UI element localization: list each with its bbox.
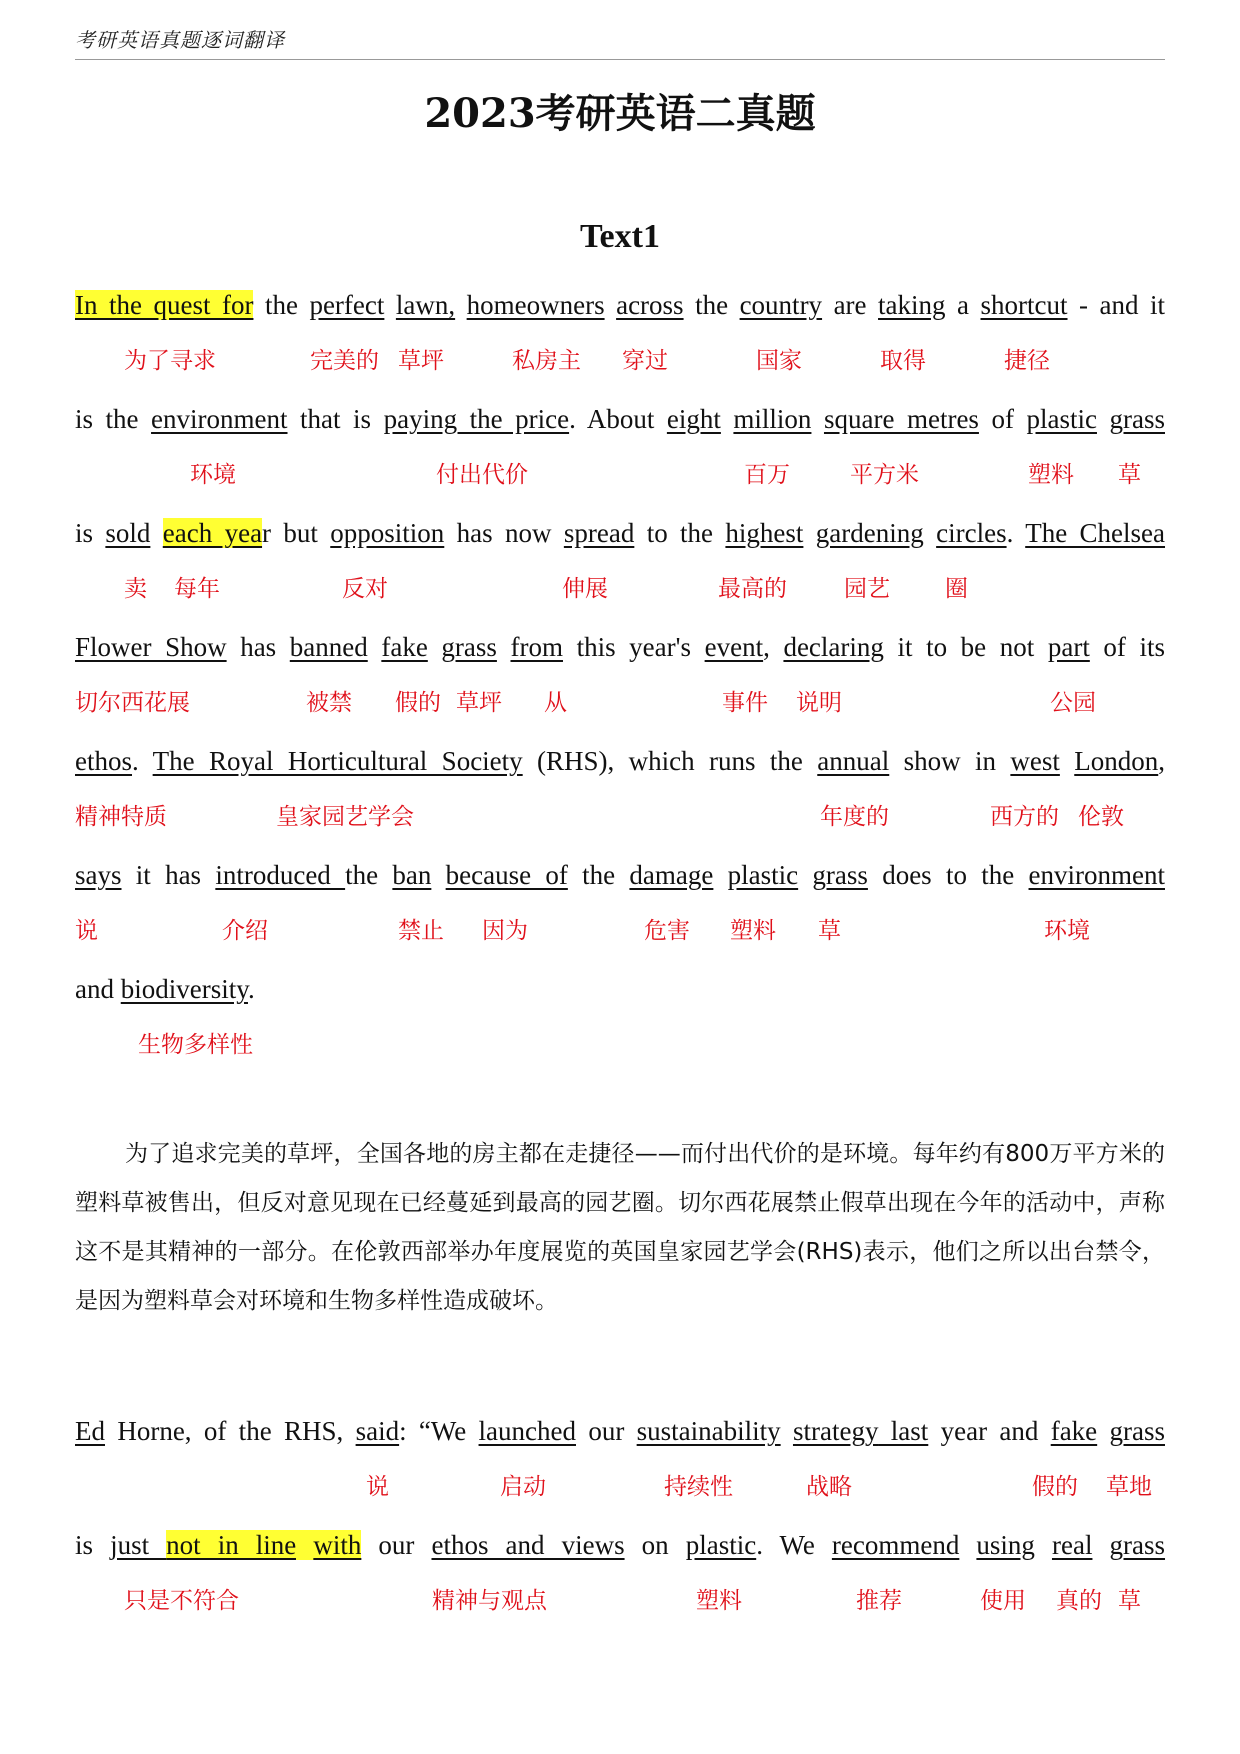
word: annual bbox=[817, 746, 890, 776]
text-line-5 bbox=[75, 741, 1165, 781]
gloss: 战略 bbox=[806, 1474, 852, 1500]
word: plastic bbox=[685, 1530, 757, 1560]
text: is bbox=[75, 518, 106, 548]
phrase: paying the price bbox=[383, 404, 570, 434]
text: our bbox=[361, 1530, 432, 1560]
text: the bbox=[567, 860, 630, 890]
text-line-7 bbox=[75, 969, 1165, 1009]
word: Ed bbox=[75, 1416, 105, 1446]
word: strategy bbox=[792, 1416, 879, 1446]
page-title: 2023考研英语二真题 bbox=[424, 90, 816, 137]
gloss: 草 bbox=[1118, 462, 1141, 488]
word: biodiversity bbox=[120, 974, 248, 1004]
text: of its bbox=[1089, 632, 1166, 662]
gloss: 启动 bbox=[500, 1474, 546, 1500]
text: the bbox=[253, 290, 310, 320]
gloss: 塑料 bbox=[1028, 462, 1074, 488]
text: show in bbox=[889, 746, 1011, 776]
phrase: square metres bbox=[823, 404, 979, 434]
text bbox=[713, 860, 727, 890]
word: sustainability bbox=[636, 1416, 781, 1446]
header-text: 考研英语真题逐词翻译 bbox=[75, 28, 285, 52]
gloss: 完美的 bbox=[310, 348, 379, 374]
text bbox=[431, 860, 445, 890]
phrase: The Royal Horticultural Society bbox=[152, 746, 523, 776]
text: . bbox=[247, 974, 255, 1004]
gloss: 平方米 bbox=[850, 462, 919, 488]
gloss: 环境 bbox=[190, 462, 236, 488]
phrase: In the quest for bbox=[75, 290, 254, 320]
gloss: 伸展 bbox=[562, 576, 608, 602]
text bbox=[803, 518, 815, 548]
gloss: 介绍 bbox=[222, 918, 268, 944]
gloss: 草坪 bbox=[456, 690, 502, 716]
text bbox=[721, 404, 734, 434]
text: is the bbox=[75, 404, 152, 434]
word: opposition bbox=[330, 518, 445, 548]
gloss: 穿过 bbox=[622, 348, 668, 374]
gloss: 草地 bbox=[1106, 1474, 1152, 1500]
word: lawn, bbox=[395, 290, 456, 320]
gloss: 禁止 bbox=[398, 918, 444, 944]
word: launched bbox=[478, 1416, 576, 1446]
text: the bbox=[345, 860, 393, 890]
text: . We bbox=[756, 1530, 832, 1560]
text bbox=[150, 518, 162, 548]
word: spread bbox=[563, 518, 635, 548]
text bbox=[497, 632, 511, 662]
gloss: 反对 bbox=[342, 576, 388, 602]
gloss: 说 bbox=[366, 1474, 389, 1500]
word: million bbox=[733, 404, 812, 434]
word: damage bbox=[629, 860, 714, 890]
gloss: 从 bbox=[544, 690, 567, 716]
word: from bbox=[510, 632, 563, 662]
gloss: 使用 bbox=[980, 1588, 1026, 1614]
text bbox=[1092, 1530, 1109, 1560]
phrase: The Chelsea bbox=[1025, 518, 1166, 548]
text-line-3 bbox=[75, 513, 1165, 553]
word: plastic bbox=[1026, 404, 1097, 434]
gloss: 百万 bbox=[744, 462, 790, 488]
gloss: 为了寻求 bbox=[124, 348, 216, 374]
text: has now bbox=[444, 518, 564, 548]
text: this year's bbox=[562, 632, 705, 662]
gloss: 切尔西花展 bbox=[75, 690, 190, 716]
text bbox=[811, 404, 824, 434]
text: the bbox=[683, 290, 740, 320]
word: perfect bbox=[309, 290, 385, 320]
gloss: 真的 bbox=[1056, 1588, 1102, 1614]
gloss: 推荐 bbox=[856, 1588, 902, 1614]
text: : “We bbox=[399, 1416, 479, 1446]
text: . About bbox=[569, 404, 667, 434]
gloss: 被禁 bbox=[306, 690, 352, 716]
word: says bbox=[75, 860, 122, 890]
text bbox=[1097, 404, 1110, 434]
text-line-1 bbox=[75, 285, 1165, 325]
text-line-2 bbox=[75, 399, 1165, 439]
gloss: 事件 bbox=[722, 690, 768, 716]
text: that is bbox=[287, 404, 384, 434]
word: just bbox=[110, 1530, 167, 1560]
text-line-8 bbox=[75, 1411, 1165, 1451]
word: fake bbox=[1050, 1416, 1098, 1446]
gloss: 草坪 bbox=[398, 348, 444, 374]
text: to the bbox=[634, 518, 726, 548]
gloss: 危害 bbox=[644, 918, 690, 944]
text: it to be not bbox=[883, 632, 1048, 662]
gloss: 最高的 bbox=[718, 576, 787, 602]
gloss: 草 bbox=[818, 918, 841, 944]
text: a bbox=[945, 290, 981, 320]
text bbox=[296, 1530, 313, 1560]
text bbox=[924, 518, 936, 548]
word: circles bbox=[936, 518, 1007, 548]
gloss: 圈 bbox=[945, 576, 968, 602]
text: of bbox=[978, 404, 1027, 434]
word: taking bbox=[878, 290, 946, 320]
word: west bbox=[1010, 746, 1060, 776]
text: , bbox=[763, 632, 784, 662]
text bbox=[455, 290, 467, 320]
text: Horne, of the RHS, bbox=[105, 1416, 356, 1446]
word: grass bbox=[812, 860, 868, 890]
text: and bbox=[75, 974, 121, 1004]
text-line-9 bbox=[75, 1525, 1165, 1565]
gloss: 塑料 bbox=[730, 918, 776, 944]
word: plastic bbox=[727, 860, 799, 890]
word: grass bbox=[1109, 1416, 1165, 1446]
text bbox=[781, 1416, 793, 1446]
word: grass bbox=[441, 632, 497, 662]
text: it has bbox=[121, 860, 216, 890]
gloss: 生物多样性 bbox=[138, 1032, 253, 1058]
word: real bbox=[1051, 1530, 1093, 1560]
gloss: 草 bbox=[1118, 1588, 1141, 1614]
word: homeowners bbox=[466, 290, 605, 320]
text: are bbox=[822, 290, 879, 320]
text: r but bbox=[262, 518, 331, 548]
gloss: 取得 bbox=[880, 348, 926, 374]
gloss: 园艺 bbox=[844, 576, 890, 602]
gloss: 公园 bbox=[1050, 690, 1096, 716]
text: does to the bbox=[867, 860, 1029, 890]
word: fake bbox=[381, 632, 428, 662]
gloss: 西方的 bbox=[990, 804, 1059, 830]
word: London bbox=[1074, 746, 1159, 776]
text: (RHS), which runs the bbox=[522, 746, 818, 776]
text bbox=[1035, 1530, 1052, 1560]
word: gardening bbox=[815, 518, 924, 548]
gloss: 捷径 bbox=[1004, 348, 1050, 374]
word: declaring bbox=[783, 632, 884, 662]
word: across bbox=[616, 290, 684, 320]
page-header bbox=[75, 24, 1165, 60]
word: event bbox=[704, 632, 764, 662]
text bbox=[959, 1530, 976, 1560]
translation-paragraph: 为了追求完美的草坪，全国各地的房主都在走捷径——而付出代价的是环境。每年约有800万平方米的塑料草被售出，但反对意见现在已经蔓延到最高的园艺圈。切尔西花展禁止假草出现在今年的活动中，声称这不是其精神的一部分。在伦敦西部举办年度展览的英国皇家园艺学会(RHS)表示，他们之所以出台禁令，是因为塑料草会对环境和生物多样性造成破坏。 bbox=[75, 1141, 1165, 1314]
word: shortcut bbox=[980, 290, 1068, 320]
word: ethos bbox=[75, 746, 132, 776]
text bbox=[1060, 746, 1074, 776]
word: environment bbox=[151, 404, 288, 434]
text bbox=[605, 290, 617, 320]
text: , bbox=[1158, 746, 1165, 776]
word: eight bbox=[666, 404, 721, 434]
word: using bbox=[976, 1530, 1035, 1560]
gloss: 说 bbox=[75, 918, 98, 944]
word: said bbox=[355, 1416, 400, 1446]
text bbox=[384, 290, 396, 320]
word: grass bbox=[1109, 1530, 1166, 1560]
gloss: 只是不符合 bbox=[124, 1588, 239, 1614]
word: with bbox=[313, 1530, 362, 1560]
text: on bbox=[624, 1530, 686, 1560]
gloss: 因为 bbox=[482, 918, 528, 944]
phrase: because of bbox=[445, 860, 568, 890]
phrase: Flower Show bbox=[75, 632, 227, 662]
gloss: 持续性 bbox=[664, 1474, 733, 1500]
gloss: 私房主 bbox=[512, 348, 581, 374]
text bbox=[1097, 1416, 1109, 1446]
word: part bbox=[1047, 632, 1090, 662]
text: - and it bbox=[1067, 290, 1165, 320]
text: our bbox=[576, 1416, 637, 1446]
word: recommend bbox=[831, 1530, 960, 1560]
text-line-4 bbox=[75, 627, 1165, 667]
text: has bbox=[226, 632, 290, 662]
text: . bbox=[132, 746, 153, 776]
gloss: 国家 bbox=[756, 348, 802, 374]
word: introduced bbox=[215, 860, 346, 890]
word: ban bbox=[392, 860, 432, 890]
word: environment bbox=[1028, 860, 1165, 890]
gloss: 假的 bbox=[395, 690, 441, 716]
gloss: 塑料 bbox=[696, 1588, 742, 1614]
text: year and bbox=[928, 1416, 1051, 1446]
gloss: 环境 bbox=[1044, 918, 1090, 944]
word: sold bbox=[105, 518, 151, 548]
gloss: 皇家园艺学会 bbox=[276, 804, 414, 830]
phrase: ethos and views bbox=[431, 1530, 625, 1560]
word: last bbox=[878, 1416, 929, 1446]
gloss: 每年 bbox=[174, 576, 220, 602]
text bbox=[428, 632, 442, 662]
gloss: 卖 bbox=[124, 576, 147, 602]
word: grass bbox=[1109, 404, 1165, 434]
gloss: 伦敦 bbox=[1078, 804, 1124, 830]
gloss: 说明 bbox=[796, 690, 842, 716]
text: is bbox=[75, 1530, 111, 1560]
text: . bbox=[1006, 518, 1026, 548]
gloss: 精神与观点 bbox=[432, 1588, 547, 1614]
section-title: Text1 bbox=[580, 218, 660, 255]
word: banned bbox=[289, 632, 368, 662]
gloss: 假的 bbox=[1032, 1474, 1078, 1500]
text bbox=[798, 860, 812, 890]
text-line-6 bbox=[75, 855, 1165, 895]
word: highest bbox=[725, 518, 804, 548]
gloss: 精神特质 bbox=[75, 804, 167, 830]
text bbox=[368, 632, 382, 662]
gloss: 付出代价 bbox=[436, 462, 528, 488]
word: country bbox=[739, 290, 823, 320]
gloss: 年度的 bbox=[820, 804, 889, 830]
phrase: not in line bbox=[166, 1530, 297, 1560]
phrase: each yea bbox=[162, 518, 263, 548]
